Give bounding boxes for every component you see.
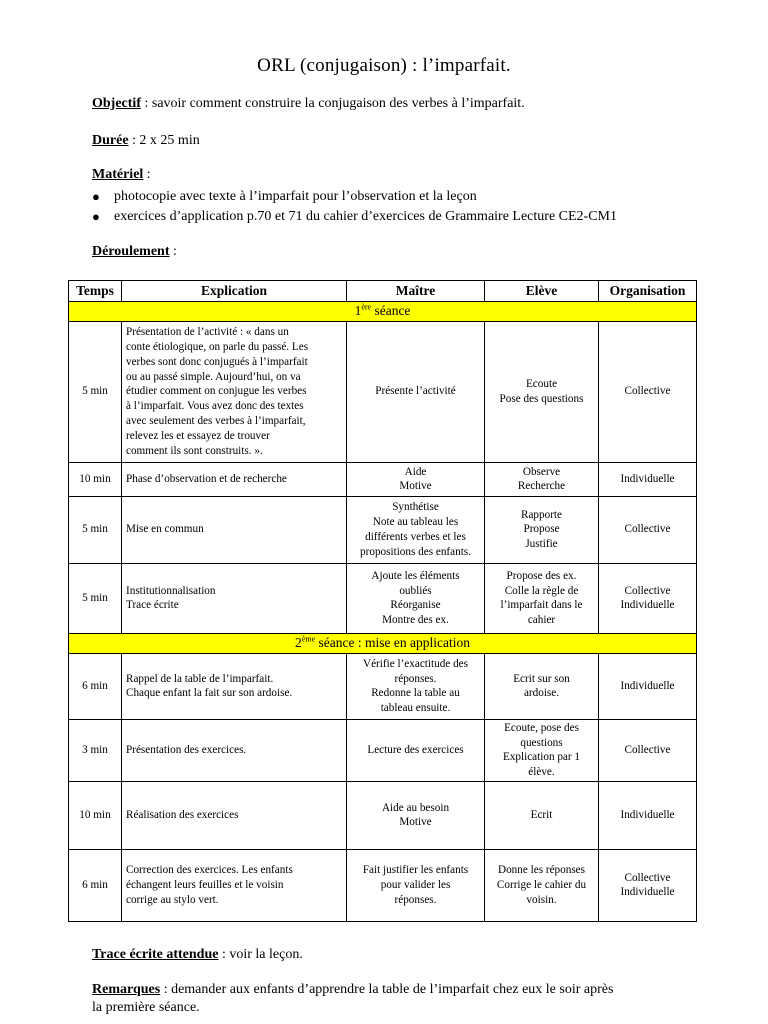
cell-line: ou au passé simple. Aujourd’hui, on va [126, 370, 301, 383]
materiel-label: Matériel [92, 167, 144, 182]
header-temps: Temps [69, 281, 122, 302]
deroulement-text: : [169, 244, 177, 259]
duree-label: Durée [92, 133, 129, 148]
cell-maitre [347, 849, 485, 921]
cell-line: Recherche [517, 480, 566, 493]
cell-line: Présente l’activité [375, 385, 456, 398]
cell-temps: 5 min [69, 496, 122, 563]
cell-organisation [599, 496, 697, 563]
cell-line: l’imparfait dans le [500, 599, 583, 612]
cell-line: Réorganise [390, 599, 441, 612]
cell-line: Ecrit sur son [513, 672, 570, 685]
cell-line: pour valider les [380, 879, 451, 892]
header-explication: Explication [122, 281, 347, 302]
cell-line: Phase d’observation et de recherche [126, 472, 287, 485]
header-maitre: Maître [347, 281, 485, 302]
cell-organisation [599, 719, 697, 781]
cell-line: Fait justifier les enfants [362, 864, 469, 877]
cell-line: Ecoute [525, 378, 558, 391]
cell-line: réponses. [394, 893, 437, 906]
table-row [69, 321, 697, 462]
cell-line: Lecture des exercices [367, 743, 464, 756]
cell-eleve [485, 321, 599, 462]
cell-line: questions [520, 736, 563, 749]
cell-explication [122, 653, 347, 719]
document-title: ORL (conjugaison) : l’imparfait. [257, 55, 511, 76]
cell-line: Collective [624, 385, 671, 398]
cell-temps: 10 min [69, 462, 122, 496]
cell-line: Individuelle [620, 809, 675, 822]
cell-line: Motive [399, 816, 432, 829]
cell-line: Propose des ex. [506, 569, 577, 582]
cell-organisation [599, 321, 697, 462]
cell-eleve [485, 496, 599, 563]
remarques-text: : demander aux enfants d’apprendre la table de l’imparfait chez eux le soir après [160, 982, 614, 997]
cell-line: tableau ensuite. [380, 702, 451, 715]
cell-line: voisin. [526, 893, 557, 906]
cell-line: Individuelle [620, 886, 675, 899]
cell-maitre [347, 496, 485, 563]
cell-line: Présentation des exercices. [126, 743, 247, 756]
cell-line: Collective [624, 871, 671, 884]
bullet-icon: ● [92, 189, 100, 204]
deroulement-line [92, 244, 177, 260]
cell-line: Vérifie l’exactitude des [363, 657, 468, 670]
cell-maitre [347, 563, 485, 633]
cell-temps: 5 min [69, 563, 122, 633]
cell-line: Ecoute, pose des [504, 721, 579, 734]
cell-line: propositions des enfants. [360, 545, 471, 558]
seance-2-superscript: ème [301, 634, 316, 644]
cell-eleve [485, 653, 599, 719]
cell-line: cahier [527, 614, 556, 627]
remarques-line [92, 982, 613, 998]
cell-temps: 10 min [69, 781, 122, 849]
table-row [69, 563, 697, 633]
cell-maitre [347, 462, 485, 496]
table-row [69, 653, 697, 719]
cell-line: Ecrit [530, 809, 553, 822]
list-item [92, 207, 617, 227]
list-item [92, 187, 617, 207]
seance-2-row [69, 633, 697, 653]
objectif-line [92, 96, 525, 112]
cell-line: corrige au stylo vert. [126, 893, 219, 906]
cell-eleve [485, 781, 599, 849]
cell-line: Collective [624, 584, 671, 597]
cell-line: Correction des exercices. Les enfants [126, 864, 293, 877]
objectif-text: : savoir comment construire la conjugaison des verbes à l’imparfait. [140, 96, 525, 111]
cell-line: Propose [523, 523, 560, 536]
cell-line: avec seulement des verbes à l’imparfait, [126, 414, 306, 427]
cell-explication [122, 462, 347, 496]
cell-line: Individuelle [620, 472, 675, 485]
cell-line: Synthétise [392, 501, 439, 514]
cell-line: Institutionnalisation [126, 584, 216, 597]
table-row [69, 849, 697, 921]
seance-2-number: 2 [295, 635, 302, 651]
cell-eleve [485, 563, 599, 633]
trace-line [92, 947, 303, 963]
cell-maitre [347, 321, 485, 462]
cell-line: à l’imparfait. Vous avez donc des textes [126, 400, 304, 413]
cell-line: Aide au besoin [381, 801, 450, 814]
cell-maitre [347, 653, 485, 719]
cell-line: Collective [624, 523, 671, 536]
materiel-colon: : [143, 167, 151, 182]
cell-line: échangent leurs feuilles et le voisin [126, 879, 284, 892]
seance-1-number: 1 [354, 303, 362, 319]
table-row [69, 496, 697, 563]
seance-1-row [69, 301, 697, 321]
cell-explication [122, 719, 347, 781]
seance-1-heading [69, 301, 697, 321]
header-organisation: Organisation [599, 281, 697, 302]
cell-maitre [347, 719, 485, 781]
cell-organisation [599, 563, 697, 633]
cell-line: conte étiologique, on parle du passé. Les [126, 341, 309, 354]
cell-line: comment ils sont construits. ». [126, 444, 263, 457]
cell-line: Chaque enfant la fait sur son ardoise. [126, 687, 293, 700]
table-row [69, 462, 697, 496]
cell-temps: 5 min [69, 321, 122, 462]
cell-line: Rapporte [520, 508, 562, 521]
cell-line: Trace écrite [126, 599, 179, 612]
cell-line: Explication par 1 [502, 751, 581, 764]
objectif-label: Objectif [92, 96, 141, 111]
cell-line: relevez les et essayez de trouver [126, 429, 270, 442]
cell-line: Individuelle [620, 599, 675, 612]
lesson-plan-table [68, 280, 697, 922]
seance-1-superscript: ère [361, 302, 372, 312]
cell-line: ardoise. [523, 687, 560, 700]
cell-line: oubliés [399, 584, 432, 597]
cell-eleve [485, 849, 599, 921]
table-row [69, 719, 697, 781]
cell-explication [122, 781, 347, 849]
cell-line: Ajoute les éléments [371, 569, 460, 582]
materiel-item-text: exercices d’application p.70 et 71 du cahier d’exercices de Grammaire Lecture CE2-CM1 [114, 209, 618, 224]
cell-line: Observe [522, 465, 561, 478]
cell-line: Donne les réponses [498, 864, 585, 877]
cell-eleve [485, 462, 599, 496]
cell-line: étudier comment on conjugue les verbes [126, 385, 307, 398]
duree-text: : 2 x 25 min [128, 133, 200, 148]
cell-explication [122, 321, 347, 462]
cell-temps: 6 min [69, 849, 122, 921]
cell-explication [122, 563, 347, 633]
duree-line [92, 133, 200, 149]
cell-line: réponses. [394, 672, 437, 685]
seance-1-text: séance [371, 303, 411, 319]
cell-line: élève. [528, 766, 555, 779]
cell-line: Aide [404, 465, 427, 478]
seance-2-text: séance : mise en application [315, 635, 470, 651]
cell-temps: 6 min [69, 653, 122, 719]
cell-line: différents verbes et les [365, 530, 466, 543]
cell-organisation [599, 849, 697, 921]
materiel-item-text: photocopie avec texte à l’imparfait pour l’observation et la leçon [114, 189, 477, 204]
cell-line: Note au tableau les [372, 516, 459, 529]
cell-eleve [485, 719, 599, 781]
cell-organisation [599, 462, 697, 496]
cell-organisation [599, 781, 697, 849]
cell-line: Redonne la table au [371, 687, 460, 700]
cell-line: Présentation de l’activité : « dans un [126, 326, 289, 339]
cell-maitre [347, 781, 485, 849]
seance-2-heading [69, 633, 697, 653]
remarques-label: Remarques [92, 982, 161, 997]
header-eleve: Elève [485, 281, 599, 302]
cell-line: Collective [624, 743, 671, 756]
table-row [69, 781, 697, 849]
materiel-line [92, 167, 151, 183]
cell-line: Pose des questions [499, 392, 584, 405]
remarques-line-2: la première séance. [92, 1000, 200, 1015]
table-header-row [69, 281, 697, 302]
deroulement-label: Déroulement [92, 244, 170, 259]
cell-explication [122, 496, 347, 563]
cell-line: Montre des ex. [382, 614, 449, 627]
cell-line: Corrige le cahier du [496, 879, 587, 892]
trace-label: Trace écrite attendue [92, 947, 219, 962]
cell-explication [122, 849, 347, 921]
trace-text: : voir la leçon. [218, 947, 303, 962]
cell-line: verbes sont donc conjugués à l’imparfait [126, 355, 308, 368]
bullet-icon: ● [92, 209, 100, 224]
cell-temps: 3 min [69, 719, 122, 781]
table-body [69, 301, 697, 921]
cell-organisation [599, 653, 697, 719]
cell-line: Rappel de la table de l’imparfait. [126, 672, 274, 685]
cell-line: Mise en commun [126, 523, 204, 536]
cell-line: Colle la règle de [504, 584, 579, 597]
cell-line: Justifie [525, 538, 558, 551]
cell-line: Motive [399, 480, 432, 493]
cell-line: Réalisation des exercices [126, 809, 239, 822]
materiel-list [92, 187, 617, 227]
cell-line: Individuelle [620, 679, 675, 692]
